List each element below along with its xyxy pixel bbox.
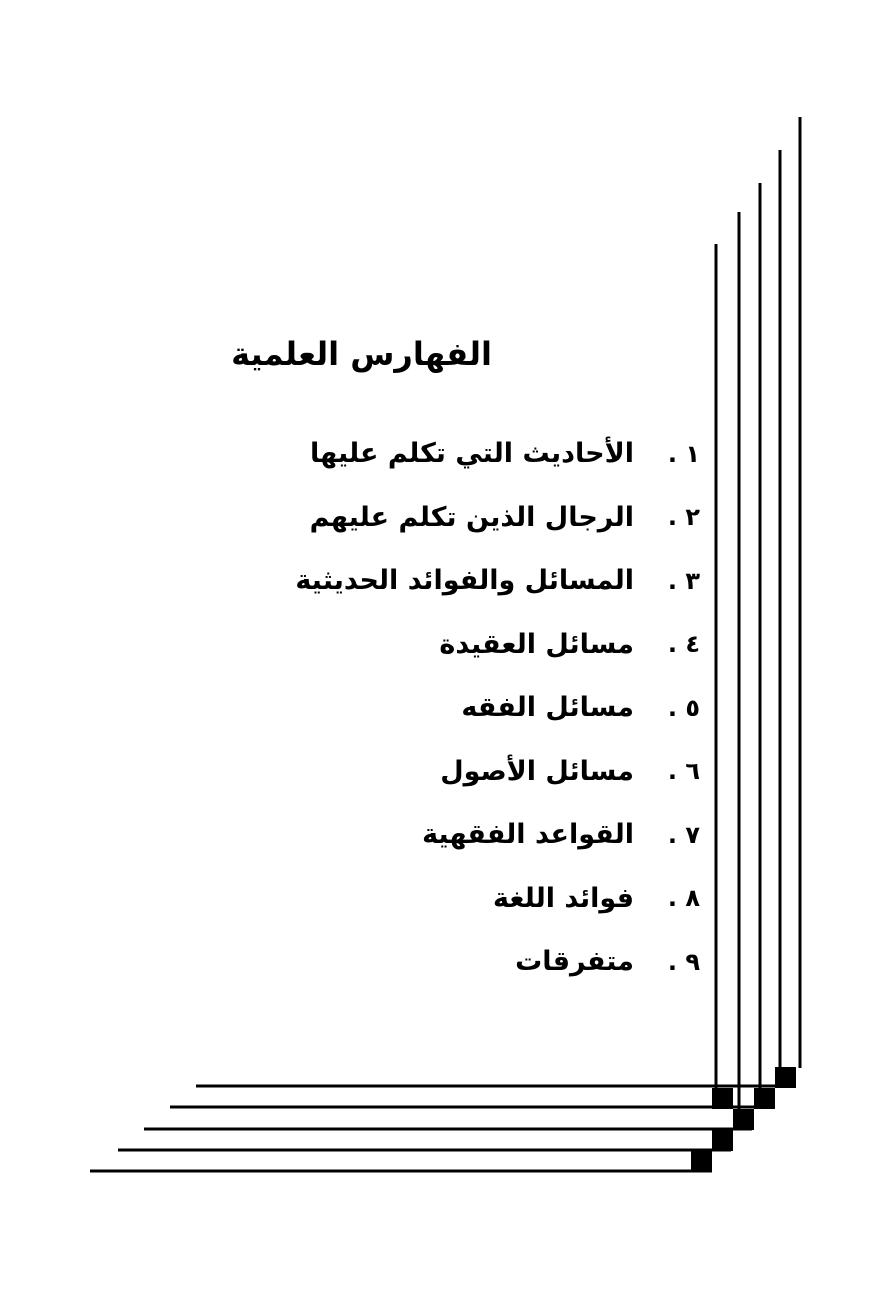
item-number: ٣ .: [667, 566, 700, 595]
list-item: [240, 676, 700, 740]
item-number: ٢ .: [667, 503, 700, 532]
item-number: ٤ .: [667, 630, 700, 659]
item-label: المسائل والفوائد الحديثية: [295, 565, 634, 597]
item-label: مسائل العقيدة: [439, 628, 634, 660]
item-number: ٥ .: [667, 693, 700, 722]
list-item: [240, 422, 700, 486]
list-item: [240, 740, 700, 804]
list-item: [240, 486, 700, 550]
item-label: متفرقات: [515, 946, 634, 978]
item-number: ٦ .: [667, 757, 700, 786]
corner-block: [691, 1151, 712, 1172]
corner-block: [733, 1109, 754, 1130]
item-number: ٨ .: [667, 884, 700, 913]
item-label: مسائل الفقه: [461, 692, 634, 724]
corner-block: [712, 1130, 733, 1151]
item-label: الأحاديث التي تكلم عليها: [310, 438, 634, 470]
item-number: ٩ .: [667, 947, 700, 976]
vertical-rules: [716, 117, 800, 1110]
list-item: [240, 930, 700, 994]
item-label: الرجال الذين تكلم عليهم: [309, 501, 634, 533]
corner-block: [712, 1088, 733, 1109]
list-item: [240, 867, 700, 931]
horizontal-rules: [90, 1086, 796, 1171]
item-number: ٧ .: [667, 820, 700, 849]
item-label: القواعد الفقهية: [422, 819, 634, 851]
corner-block: [775, 1067, 796, 1088]
list-item: [240, 803, 700, 867]
corner-blocks: [691, 1067, 796, 1172]
list-item: [240, 549, 700, 613]
item-label: مسائل الأصول: [440, 755, 634, 787]
item-label: فوائد اللغة: [492, 882, 634, 914]
item-number: ١ .: [667, 439, 700, 468]
corner-block: [754, 1088, 775, 1109]
list-item: [240, 613, 700, 677]
page-title: الفهارس العلمية: [231, 335, 492, 373]
index-list: [240, 422, 700, 994]
